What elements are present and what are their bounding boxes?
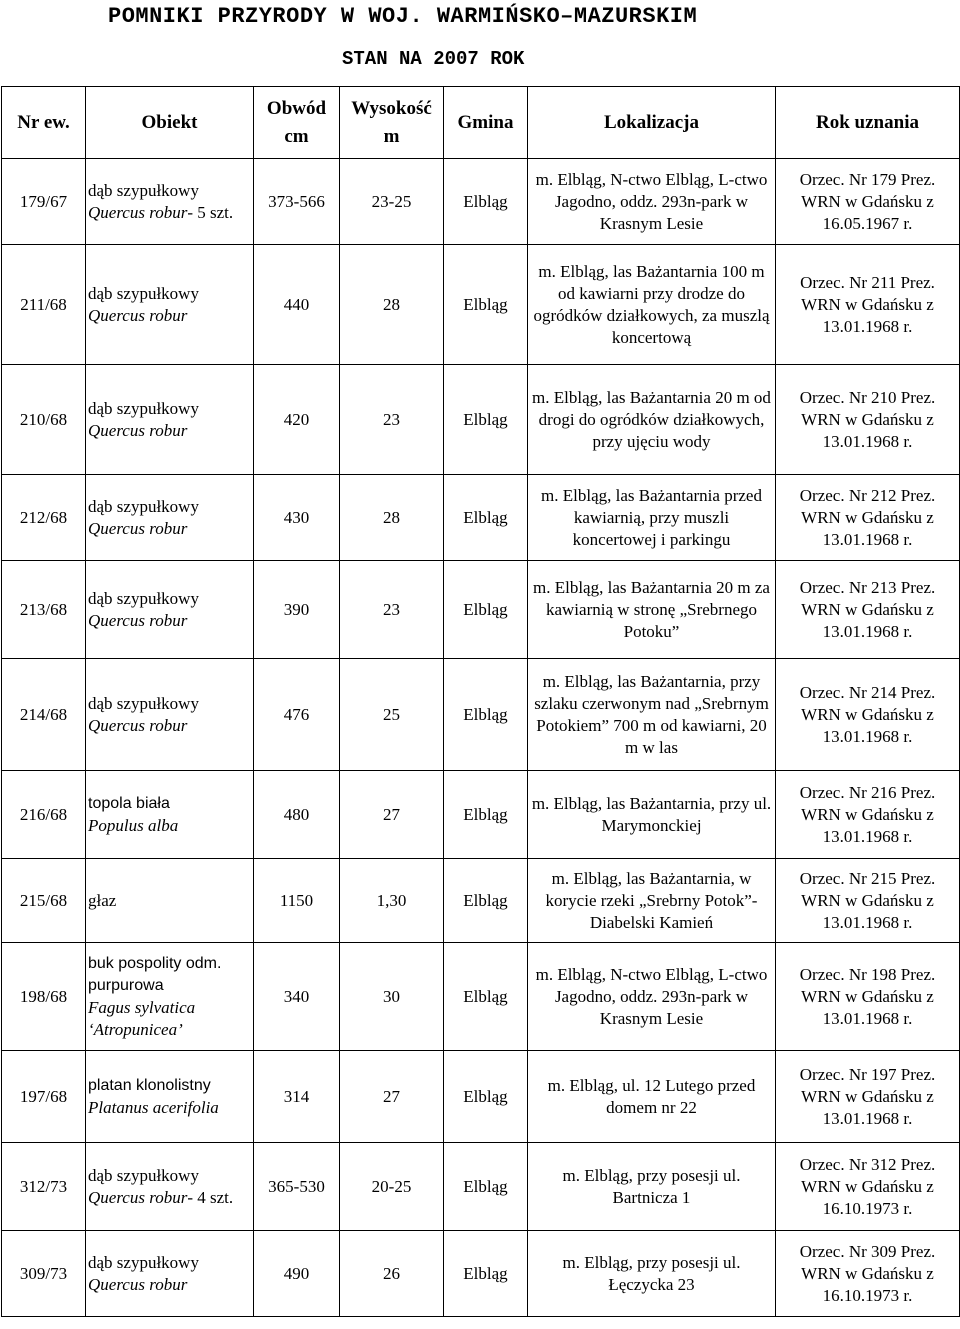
object-latin: Quercus robur	[88, 610, 188, 630]
rok-line-2: WRN w Gdańsku z	[801, 890, 934, 910]
cell-nr: 214/68	[2, 659, 86, 771]
cell-obwod: 390	[254, 561, 340, 659]
rok-line-3: 13.01.1968 r.	[822, 1108, 913, 1128]
object-latin-line	[88, 715, 251, 737]
cell-obiekt	[86, 659, 254, 771]
object-latin: Quercus robur	[88, 1274, 188, 1294]
cell-gmina: Elbląg	[444, 365, 528, 475]
table-row	[2, 159, 960, 245]
header-nr: Nr ew.	[2, 87, 86, 159]
rok-line-2: WRN w Gdańsku z	[801, 409, 934, 429]
rok-line-2: WRN w Gdańsku z	[801, 1176, 934, 1196]
cell-obwod: 420	[254, 365, 340, 475]
rok-line-2: WRN w Gdańsku z	[801, 191, 934, 211]
cell-obiekt	[86, 943, 254, 1051]
object-latin: Fagus sylvatica ‘Atropunicea’	[88, 997, 196, 1039]
cell-rok	[776, 1143, 960, 1231]
object-name: buk pospolity odm. purpurowa	[88, 954, 222, 994]
cell-rok	[776, 659, 960, 771]
cell-obwod: 365-530	[254, 1143, 340, 1231]
cell-nr: 211/68	[2, 245, 86, 365]
cell-nr: 179/67	[2, 159, 86, 245]
rok-line-2: WRN w Gdańsku z	[801, 294, 934, 314]
cell-obwod: 480	[254, 771, 340, 859]
object-latin-line	[88, 1187, 251, 1209]
object-latin: Quercus robur	[88, 715, 188, 735]
header-row	[2, 87, 960, 159]
cell-nr: 210/68	[2, 365, 86, 475]
header-lokalizacja: Lokalizacja	[528, 87, 776, 159]
table-row	[2, 771, 960, 859]
cell-rok	[776, 245, 960, 365]
cell-lokalizacja: m. Elbląg, las Bażantarnia 20 m za kawiarnią w stronę „Srebrnego Potoku”	[528, 561, 776, 659]
cell-gmina: Elbląg	[444, 1231, 528, 1317]
cell-gmina: Elbląg	[444, 475, 528, 561]
cell-obiekt	[86, 365, 254, 475]
cell-lokalizacja: m. Elbląg, przy posesji ul. Łęczycka 23	[528, 1231, 776, 1317]
rok-line-1: Orzec. Nr 215 Prez.	[799, 868, 936, 888]
rok-line-3: 13.01.1968 r.	[822, 621, 913, 641]
rok-line-2: WRN w Gdańsku z	[801, 1263, 934, 1283]
object-name: dąb szypułkowy	[88, 180, 199, 200]
cell-gmina: Elbląg	[444, 245, 528, 365]
object-latin-line	[88, 305, 251, 327]
cell-obwod: 430	[254, 475, 340, 561]
cell-obiekt	[86, 561, 254, 659]
object-name: dąb szypułkowy	[88, 398, 199, 418]
table-row	[2, 1051, 960, 1143]
rok-line-2: WRN w Gdańsku z	[801, 1086, 934, 1106]
object-latin: Quercus robur	[88, 202, 188, 222]
cell-lokalizacja: m. Elbląg, N-ctwo Elbląg, L-ctwo Jagodno, oddz. 293n-park w Krasnym Lesie	[528, 159, 776, 245]
cell-obiekt	[86, 159, 254, 245]
header-wysokosc-unit: m	[383, 125, 400, 147]
table-row	[2, 943, 960, 1051]
cell-rok	[776, 771, 960, 859]
object-latin-line	[88, 1274, 251, 1296]
object-latin-line	[88, 1097, 251, 1119]
rok-line-1: Orzec. Nr 198 Prez.	[799, 964, 936, 984]
rok-line-1: Orzec. Nr 216 Prez.	[799, 782, 936, 802]
cell-rok	[776, 159, 960, 245]
cell-wysokosc: 28	[340, 245, 444, 365]
rok-line-2: WRN w Gdańsku z	[801, 986, 934, 1006]
rok-line-3: 13.01.1968 r.	[822, 912, 913, 932]
page-title: POMNIKI PRZYRODY W WOJ. WARMIŃSKO–MAZURSKIM	[108, 4, 698, 29]
rok-line-3: 13.01.1968 r.	[822, 316, 913, 336]
cell-gmina: Elbląg	[444, 859, 528, 943]
object-latin: Platanus acerifolia	[88, 1097, 219, 1117]
cell-wysokosc: 26	[340, 1231, 444, 1317]
cell-lokalizacja: m. Elbląg, las Bażantarnia przed kawiarnią, przy muszli koncertowej i parkingu	[528, 475, 776, 561]
header-obwod-label: Obwód	[266, 97, 327, 119]
rok-line-3: 16.10.1973 r.	[822, 1285, 913, 1305]
cell-nr: 312/73	[2, 1143, 86, 1231]
cell-rok	[776, 1051, 960, 1143]
cell-obiekt	[86, 245, 254, 365]
object-name: dąb szypułkowy	[88, 588, 199, 608]
cell-obwod: 490	[254, 1231, 340, 1317]
cell-lokalizacja: m. Elbląg, N-ctwo Elbląg, L-ctwo Jagodno, oddz. 293n-park w Krasnym Lesie	[528, 943, 776, 1051]
cell-lokalizacja: m. Elbląg, las Bażantarnia 20 m od drogi do ogródków działkowych, przy ujęciu wody	[528, 365, 776, 475]
cell-gmina: Elbląg	[444, 1051, 528, 1143]
cell-nr: 216/68	[2, 771, 86, 859]
cell-lokalizacja: m. Elbląg, przy posesji ul. Bartnicza 1	[528, 1143, 776, 1231]
object-latin-line	[88, 420, 251, 442]
rok-line-1: Orzec. Nr 210 Prez.	[799, 387, 936, 407]
cell-obiekt	[86, 475, 254, 561]
cell-wysokosc: 23	[340, 561, 444, 659]
table-row	[2, 659, 960, 771]
cell-rok	[776, 943, 960, 1051]
table-row	[2, 365, 960, 475]
object-name: topola biała	[88, 794, 170, 812]
cell-rok	[776, 561, 960, 659]
cell-gmina: Elbląg	[444, 943, 528, 1051]
cell-wysokosc: 25	[340, 659, 444, 771]
cell-rok	[776, 859, 960, 943]
table-row	[2, 561, 960, 659]
cell-lokalizacja: m. Elbląg, las Bażantarnia 100 m od kawiarni przy drodze do ogródków działkowych, za muszlą koncertową	[528, 245, 776, 365]
rok-line-2: WRN w Gdańsku z	[801, 599, 934, 619]
cell-obwod: 476	[254, 659, 340, 771]
cell-gmina: Elbląg	[444, 159, 528, 245]
cell-rok	[776, 475, 960, 561]
rok-line-3: 13.01.1968 r.	[822, 431, 913, 451]
cell-wysokosc: 27	[340, 771, 444, 859]
object-latin: Quercus robur	[88, 305, 188, 325]
cell-wysokosc: 20-25	[340, 1143, 444, 1231]
rok-line-1: Orzec. Nr 212 Prez.	[799, 485, 936, 505]
object-name: dąb szypułkowy	[88, 1165, 199, 1185]
rok-line-3: 13.01.1968 r.	[822, 1008, 913, 1028]
rok-line-2: WRN w Gdańsku z	[801, 507, 934, 527]
cell-lokalizacja: m. Elbląg, las Bażantarnia, przy ul. Marymonckiej	[528, 771, 776, 859]
object-latin: Quercus robur	[88, 518, 188, 538]
cell-rok	[776, 365, 960, 475]
cell-nr: 215/68	[2, 859, 86, 943]
object-name: dąb szypułkowy	[88, 283, 199, 303]
header-obwod-unit: cm	[284, 125, 309, 147]
rok-line-1: Orzec. Nr 312 Prez.	[799, 1154, 936, 1174]
object-name: platan klonolistny	[88, 1076, 211, 1094]
cell-wysokosc: 30	[340, 943, 444, 1051]
cell-lokalizacja: m. Elbląg, las Bażantarnia, przy szlaku czerwonym nad „Srebrnym Potokiem” 700 m od kawiarni, 20 m w las	[528, 659, 776, 771]
cell-obiekt	[86, 1051, 254, 1143]
cell-gmina: Elbląg	[444, 561, 528, 659]
rok-line-1: Orzec. Nr 179 Prez.	[799, 169, 936, 189]
cell-wysokosc: 1,30	[340, 859, 444, 943]
object-latin: Populus alba	[88, 815, 179, 835]
cell-nr: 212/68	[2, 475, 86, 561]
page-subtitle: STAN NA 2007 ROK	[342, 48, 525, 70]
rok-line-1: Orzec. Nr 309 Prez.	[799, 1241, 936, 1261]
object-name: głaz	[88, 890, 117, 910]
object-suffix: - 5 szt.	[187, 202, 234, 222]
header-wysokosc	[340, 87, 444, 159]
cell-lokalizacja: m. Elbląg, las Bażantarnia, w korycie rzeki „Srebrny Potok”- Diabelski Kamień	[528, 859, 776, 943]
table-row	[2, 1143, 960, 1231]
header-obiekt: Obiekt	[86, 87, 254, 159]
object-latin-line	[88, 997, 251, 1041]
cell-obwod: 1150	[254, 859, 340, 943]
cell-obiekt	[86, 859, 254, 943]
table-row	[2, 245, 960, 365]
table-row	[2, 859, 960, 943]
header-gmina: Gmina	[444, 87, 528, 159]
object-latin-line	[88, 815, 251, 837]
header-obwod	[254, 87, 340, 159]
cell-nr: 213/68	[2, 561, 86, 659]
cell-nr: 198/68	[2, 943, 86, 1051]
cell-lokalizacja: m. Elbląg, ul. 12 Lutego przed domem nr 22	[528, 1051, 776, 1143]
rok-line-2: WRN w Gdańsku z	[801, 804, 934, 824]
object-latin-line	[88, 518, 251, 540]
rok-line-3: 16.05.1967 r.	[822, 213, 913, 233]
object-latin-line	[88, 202, 251, 224]
rok-line-1: Orzec. Nr 213 Prez.	[799, 577, 936, 597]
rok-line-2: WRN w Gdańsku z	[801, 704, 934, 724]
rok-line-3: 13.01.1968 r.	[822, 529, 913, 549]
cell-obwod: 314	[254, 1051, 340, 1143]
object-suffix: - 4 szt.	[187, 1187, 234, 1207]
rok-line-3: 13.01.1968 r.	[822, 726, 913, 746]
header-wysokosc-label: Wysokość	[351, 97, 432, 119]
table-row	[2, 475, 960, 561]
object-latin-line	[88, 610, 251, 632]
cell-nr: 197/68	[2, 1051, 86, 1143]
cell-obiekt	[86, 771, 254, 859]
cell-rok	[776, 1231, 960, 1317]
cell-gmina: Elbląg	[444, 771, 528, 859]
object-name: dąb szypułkowy	[88, 496, 199, 516]
cell-wysokosc: 23	[340, 365, 444, 475]
object-name: dąb szypułkowy	[88, 693, 199, 713]
object-latin: Quercus robur	[88, 1187, 188, 1207]
object-name: dąb szypułkowy	[88, 1252, 199, 1272]
cell-wysokosc: 23-25	[340, 159, 444, 245]
monuments-table	[1, 86, 960, 1317]
cell-obiekt	[86, 1143, 254, 1231]
cell-obwod: 340	[254, 943, 340, 1051]
cell-obwod: 440	[254, 245, 340, 365]
cell-obiekt	[86, 1231, 254, 1317]
table-row	[2, 1231, 960, 1317]
rok-line-1: Orzec. Nr 197 Prez.	[799, 1064, 936, 1084]
cell-nr: 309/73	[2, 1231, 86, 1317]
object-latin: Quercus robur	[88, 420, 188, 440]
rok-line-1: Orzec. Nr 214 Prez.	[799, 682, 936, 702]
rok-line-3: 16.10.1973 r.	[822, 1198, 913, 1218]
cell-obwod: 373-566	[254, 159, 340, 245]
rok-line-3: 13.01.1968 r.	[822, 826, 913, 846]
cell-gmina: Elbląg	[444, 1143, 528, 1231]
header-rok: Rok uznania	[776, 87, 960, 159]
rok-line-1: Orzec. Nr 211 Prez.	[800, 272, 935, 292]
cell-wysokosc: 27	[340, 1051, 444, 1143]
cell-wysokosc: 28	[340, 475, 444, 561]
cell-gmina: Elbląg	[444, 659, 528, 771]
